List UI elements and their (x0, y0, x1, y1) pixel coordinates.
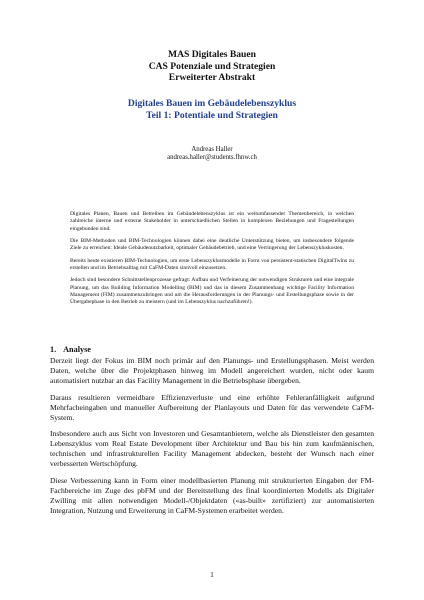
abstract-paragraph: Digitales Planen, Bauen und Betreiben im Gebäudelebenszyklus ist ein weitumfassender Themenbereich, in welchen zahlreiche interne und externe Stakeholder in unterschiedlichen Stellen in komplexen Beziehungen und Fragestellungen eingebunden sind. (70, 211, 354, 232)
program-header (0, 49, 424, 84)
abstract-paragraph: Bereits heute existieren BIM-Technologien, um erste Lebenszyklusmodelle in Form von persistent-statischen DigitalTwins zu erstellen und im Betriebsalltag mit CaFM-Daten sinnvoll einzusetzen. (70, 257, 354, 271)
author-email: andreas.haller@students.fhnw.ch (167, 154, 257, 162)
abstract-paragraph: Jedoch sind besondere Schnittstellenprozesse gefragt: Aufbau und Verfeinerung der notwendigen Strukturen und eine integrale Planung, um das Building Information Modelling (BIM) und das in diesem Zusammenhang wichtige Facility Information Management (FIM) zusammenzubringen und um die Herausforderungen in der Planungs- und Erstellungsphase sowie in der Übergabephase in den Betrieb zu meistern (und im Lebenszyklus nachzuführen!). (70, 277, 354, 306)
paper-title-line-2: Teil 1: Potentiale und Strategien (146, 109, 278, 121)
page-number: 1 (210, 570, 214, 579)
course-title: CAS Potenziale und Strategien (148, 60, 276, 72)
section-title: Analyse (63, 345, 91, 354)
section-number: 1. (50, 345, 57, 354)
abstract-paragraph: Die BIM-Methoden und BIM-Technologien können dabei eine deutliche Unterstützung bieten, um insbesondere folgende Ziele zu erreichen: Ideale Gebäudenutzbarkeit, optimaler Gebäudebetrieb, und eine Verringerung der Lebenszykluskosten. (70, 237, 354, 252)
body-paragraph: Daraus resultieren vermeidbare Effizienzverluste und eine erhöhte Fehleranfälligkeit aufgrund Mehrfacheingaben und manueller Aufbereitung der Planlayouts und Daten für das verwendete CaFM-System. (50, 392, 374, 422)
program-title: MAS Digitales Bauen (168, 49, 256, 60)
author-name: Andreas Haller (191, 146, 233, 153)
body-text (50, 356, 374, 523)
paper-title (0, 98, 424, 121)
body-paragraph: Derzeit liegt der Fokus im BIM noch primär auf den Planungs- und Erstellungsphasen. Meist werden Daten, welche über die Projektphasen hinweg im Modell angereichert wurden, nicht oder kaum automatisiert nutzbar an das Facility Management in die Betriebsphase übergeben. (50, 356, 374, 386)
author-block (0, 146, 424, 163)
abstract (70, 211, 354, 312)
body-paragraph: Diese Verbesserung kann in Form einer modellbasierten Planung mit strukturierten Eingaben der FM-Fachbereiche im Zuge des pbFM und der Bereitstellung des final koordinierten Modells als Digitaler Zwilling mit allen notwendigen Modell-/Objektdaten («as-built» zertifiziert) zur automatisierten Integration, Nutzung und Erweiterung in CaFM-Systemen erarbeitet werden. (50, 475, 374, 516)
document-type: Erweiterter Abstrakt (168, 72, 256, 83)
body-paragraph: Insbesondere auch aus Sicht von Investoren und Gesamtanbietern, welche als Dienstleister den gesamten Lebenszyklus vom Real Estate Development über Architektur und Bau bis hin zum kaufmännischen, technischen und infrastrukturellen Facility Management abdecken, besteht der Wunsch nach einer verbesserten Wertschöpfung. (50, 429, 374, 469)
paper-title-line-1: Digitales Bauen im Gebäudelebenszyklus (127, 98, 297, 109)
section-heading (50, 345, 91, 354)
